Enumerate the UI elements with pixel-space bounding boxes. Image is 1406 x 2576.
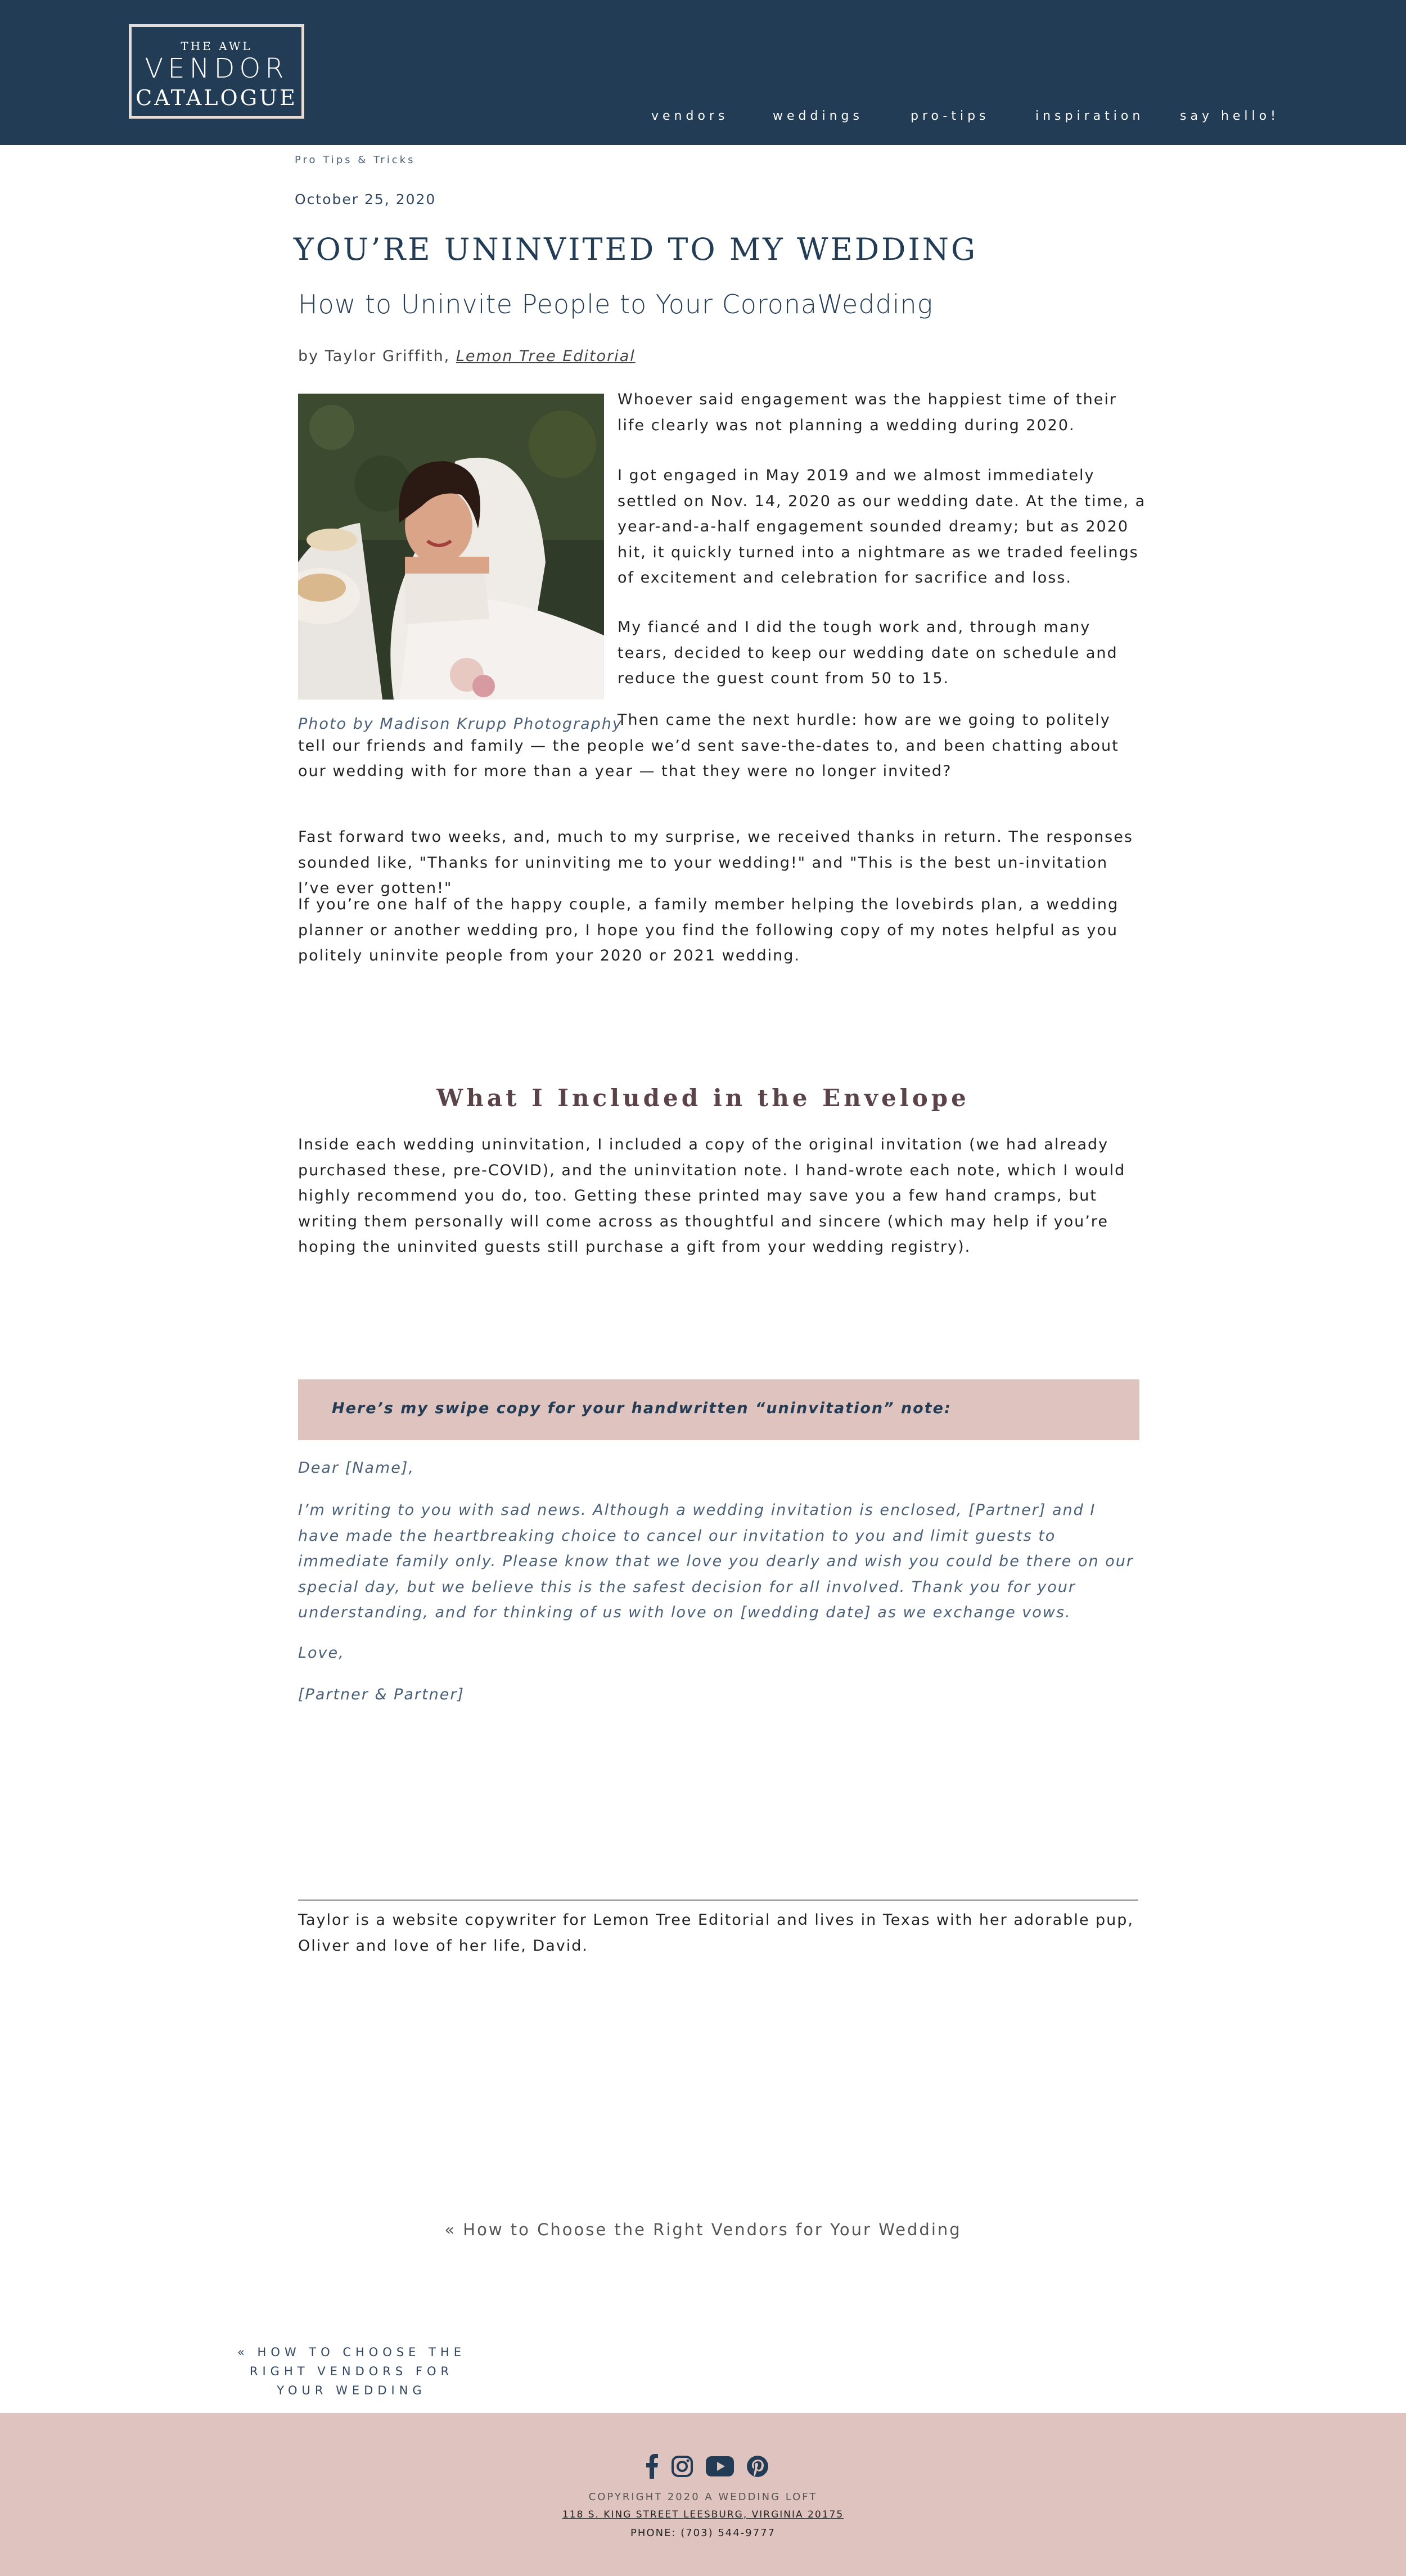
letter-body: I’m writing to you with sad news. Although a wedding invitation is enclosed, [Partner] and I have made the heartbreaking choice to cancel our invitation to you and limit guests to immediate family only. Please know that we love you dearly and wish you could be there on our special day, but we believe this is the safest decision for all involved. Thank you for your understanding, and for thinking of us with love on [wedding date] as we exchange vows. bbox=[298, 1501, 1134, 1621]
photo-caption: Photo by Madison Krupp Photography bbox=[298, 715, 623, 733]
nav-weddings[interactable]: weddings bbox=[773, 109, 863, 123]
previous-post-link[interactable]: « How to Choose the Right Vendors for Your Wedding bbox=[444, 2220, 962, 2239]
social-links bbox=[645, 2453, 769, 2482]
letter-signature: [Partner & Partner] bbox=[298, 1686, 465, 1703]
site-logo[interactable] bbox=[129, 24, 304, 119]
byline-link[interactable]: Lemon Tree Editorial bbox=[456, 348, 636, 365]
nav-say-hello[interactable]: say hello! bbox=[1180, 109, 1279, 123]
nav-inspiration[interactable]: inspiration bbox=[1035, 109, 1144, 123]
paragraph-3: My fiancé and I did the tough work and, through many tears, decided to keep our wedding date on schedule and reduce the guest count from 50 to 15. bbox=[618, 619, 1118, 687]
section-heading: What I Included in the Envelope bbox=[436, 1084, 970, 1112]
footer-address[interactable]: 118 S. KING STREET LEESBURG, VIRGINIA 20175 bbox=[562, 2509, 844, 2520]
logo-line-3: CATALOGUE bbox=[136, 85, 298, 110]
pinterest-icon[interactable] bbox=[746, 2455, 769, 2480]
paragraph-6: If you’re one half of the happy couple, a family member helping the lovebirds plan, a wedding planner or another wedding pro, I hope you find the following copy of my notes helpful as you politely uninvite people from your 2020 or 2021 wedding. bbox=[298, 896, 1119, 964]
footer-phone: PHONE: (703) 544-9777 bbox=[630, 2527, 776, 2539]
facebook-icon[interactable] bbox=[645, 2454, 659, 2481]
nav-vendors[interactable]: vendors bbox=[651, 109, 729, 123]
copyright: COPYRIGHT 2020 A WEDDING LOFT bbox=[588, 2491, 818, 2503]
post-title: YOU’RE UNINVITED TO MY WEDDING bbox=[294, 232, 978, 267]
logo-line-2: VENDOR bbox=[145, 53, 289, 84]
site-header bbox=[0, 0, 1406, 145]
letter-closing: Love, bbox=[298, 1644, 345, 1662]
post-subtitle: How to Uninvite People to Your CoronaWedding bbox=[298, 289, 934, 319]
letter-greeting: Dear [Name], bbox=[298, 1459, 414, 1477]
nav-pro-tips[interactable]: pro-tips bbox=[911, 109, 990, 123]
paragraph-2: I got engaged in May 2019 and we almost immediately settled on Nov. 14, 2020 as our wedding date. At the time, a year-and-a-half engagement sounded dreamy; but as 2020 hit, it quickly turned into a nightmare as we traded feelings of excitement and celebration for sacrifice and loss. bbox=[618, 467, 1146, 587]
site-footer bbox=[0, 2413, 1406, 2576]
youtube-icon[interactable] bbox=[706, 2456, 734, 2479]
byline-author: by Taylor Griffith, bbox=[298, 348, 450, 365]
instagram-icon[interactable] bbox=[671, 2455, 693, 2480]
author-bio: Taylor is a website copywriter for Lemon Tree Editorial and lives in Texas with her adorable pup, Oliver and love of her life, David. bbox=[298, 1911, 1134, 1955]
logo-line-1: THE AWL bbox=[181, 39, 253, 53]
paragraph-1: Whoever said engagement was the happiest time of their life clearly was not planning a wedding during 2020. bbox=[618, 391, 1117, 434]
paragraph-4: Then came the next hurdle: how are we going to politely tell our friends and family — the people we’d sent save-the-dates to, and been chatting about our wedding with for more than a year — that they were no longer invited? bbox=[298, 711, 1119, 780]
category-link[interactable]: Pro Tips & Tricks bbox=[295, 154, 416, 166]
byline bbox=[298, 348, 636, 365]
bride-photo bbox=[298, 394, 604, 700]
post-date: October 25, 2020 bbox=[295, 191, 436, 207]
swipe-copy-banner bbox=[298, 1379, 1139, 1440]
previous-post-nav[interactable]: « HOW TO CHOOSE THE RIGHT VENDORS FOR YOUR WEDDING bbox=[237, 2345, 466, 2397]
swipe-copy-label: Here’s my swipe copy for your handwritten “uninvitation” note: bbox=[332, 1400, 952, 1417]
paragraph-5: Fast forward two weeks, and, much to my surprise, we received thanks in return. The responses sounded like, "Thanks for uninviting me to your wedding!" and "This is the best un-invitation I’ve ever gotten!" bbox=[298, 828, 1133, 897]
bio-divider bbox=[298, 1900, 1138, 1901]
section-paragraph: Inside each wedding uninvitation, I included a copy of the original invitation (we had already purchased these, pre-COVID), and the uninvitation note. I hand-wrote each note, which I would highly recommend you do, too. Getting these printed may save you a few hand cramps, but writing them personally will come across as thoughtful and sincere (which may help if you’re hoping the uninvited guests still purchase a gift from your wedding registry). bbox=[298, 1136, 1126, 1256]
